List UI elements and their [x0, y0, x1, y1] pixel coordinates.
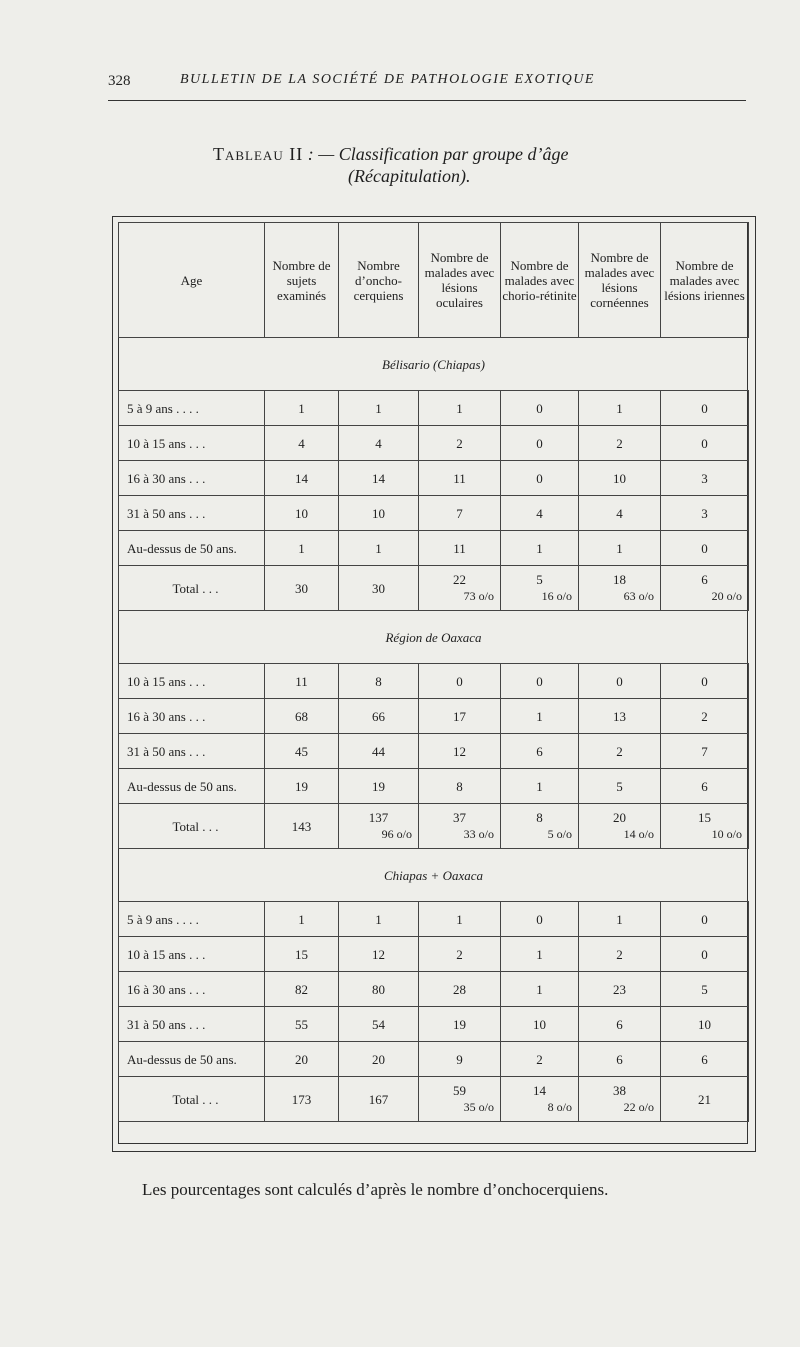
total-value: 5 — [536, 572, 543, 587]
value-cell: 66 — [339, 699, 419, 734]
value-cell: 23 — [579, 972, 661, 1007]
value-cell: 10 — [339, 496, 419, 531]
value-cell: 11 — [419, 461, 501, 496]
value-cell: 12 — [419, 734, 501, 769]
value-cell: 11 — [265, 664, 339, 699]
running-head: BULLETIN DE LA SOCIÉTÉ DE PATHOLOGIE EXOTIQUE — [180, 72, 595, 87]
table-subtitle: (Récapitulation). — [348, 166, 471, 186]
table-row — [119, 1042, 749, 1077]
value-cell: 7 — [661, 734, 749, 769]
age-cell: 31 à 50 ans . . . — [119, 734, 265, 769]
total-value: 37 — [453, 810, 466, 825]
value-cell: 5 — [579, 769, 661, 804]
table-row — [119, 937, 749, 972]
total-percent: 73 o/o — [463, 589, 494, 603]
header-rule — [108, 100, 746, 101]
section-row — [119, 338, 749, 391]
total-cell — [579, 566, 661, 611]
value-cell: 0 — [661, 426, 749, 461]
age-cell: 10 à 15 ans . . . — [119, 664, 265, 699]
table-title — [213, 143, 569, 165]
value-cell: 19 — [339, 769, 419, 804]
value-cell: 2 — [579, 734, 661, 769]
total-value: 59 — [453, 1083, 466, 1098]
value-cell: 6 — [579, 1042, 661, 1077]
table-title-text: : — Classification par groupe d’âge — [307, 144, 569, 164]
total-percent: 33 o/o — [463, 827, 494, 841]
value-cell: 4 — [339, 426, 419, 461]
column-header: Age — [119, 223, 265, 338]
value-cell: 6 — [661, 769, 749, 804]
total-cell — [661, 804, 749, 849]
total-percent: 16 o/o — [541, 589, 572, 603]
value-cell: 0 — [501, 426, 579, 461]
total-cell — [501, 804, 579, 849]
value-cell: 4 — [265, 426, 339, 461]
column-header: Nombre de malades avec lésions iriennes — [661, 223, 749, 338]
value-cell: 20 — [339, 1042, 419, 1077]
value-cell: 5 — [661, 972, 749, 1007]
total-value: 22 — [453, 572, 466, 587]
age-cell: 16 à 30 ans . . . — [119, 461, 265, 496]
total-value: 21 — [698, 1091, 711, 1107]
value-cell: 0 — [661, 391, 749, 426]
value-cell: 1 — [419, 902, 501, 937]
total-cell — [265, 1077, 339, 1122]
value-cell: 17 — [419, 699, 501, 734]
age-cell: 5 à 9 ans . . . . — [119, 902, 265, 937]
total-percent: 35 o/o — [463, 1100, 494, 1114]
age-cell: 10 à 15 ans . . . — [119, 937, 265, 972]
total-value: 20 — [613, 810, 626, 825]
table-row — [119, 902, 749, 937]
total-cell — [265, 804, 339, 849]
value-cell: 1 — [501, 531, 579, 566]
value-cell: 0 — [501, 461, 579, 496]
total-cell — [579, 804, 661, 849]
value-cell: 14 — [265, 461, 339, 496]
table-row — [119, 531, 749, 566]
table-row — [119, 391, 749, 426]
column-header: Nombre d’oncho-cerquiens — [339, 223, 419, 338]
value-cell: 13 — [579, 699, 661, 734]
total-percent: 96 o/o — [381, 827, 412, 841]
table-label: Tableau II — [213, 144, 304, 164]
table-row — [119, 1007, 749, 1042]
value-cell: 10 — [501, 1007, 579, 1042]
total-cell — [339, 566, 419, 611]
value-cell: 55 — [265, 1007, 339, 1042]
section-title: Chiapas + Oaxaca — [119, 849, 749, 902]
value-cell: 4 — [501, 496, 579, 531]
total-label: Total . . . — [119, 566, 265, 611]
age-cell: Au-dessus de 50 ans. — [119, 1042, 265, 1077]
value-cell: 1 — [339, 531, 419, 566]
value-cell: 6 — [661, 1042, 749, 1077]
value-cell: 19 — [265, 769, 339, 804]
value-cell: 4 — [579, 496, 661, 531]
value-cell: 1 — [265, 531, 339, 566]
value-cell: 2 — [501, 1042, 579, 1077]
total-percent: 10 o/o — [711, 827, 742, 841]
header-row — [119, 223, 749, 338]
value-cell: 0 — [661, 937, 749, 972]
age-cell: 31 à 50 ans . . . — [119, 1007, 265, 1042]
age-cell: 31 à 50 ans . . . — [119, 496, 265, 531]
table-row — [119, 426, 749, 461]
section-row — [119, 849, 749, 902]
total-cell — [419, 566, 501, 611]
value-cell: 14 — [339, 461, 419, 496]
total-cell — [339, 804, 419, 849]
total-cell — [419, 804, 501, 849]
value-cell: 12 — [339, 937, 419, 972]
value-cell: 2 — [419, 426, 501, 461]
column-header: Nombre de malades avec lésions cornéennes — [579, 223, 661, 338]
table-row — [119, 972, 749, 1007]
age-cell: 5 à 9 ans . . . . — [119, 391, 265, 426]
section-row — [119, 611, 749, 664]
value-cell: 3 — [661, 496, 749, 531]
value-cell: 28 — [419, 972, 501, 1007]
total-cell — [339, 1077, 419, 1122]
total-value: 15 — [698, 810, 711, 825]
age-cell: 16 à 30 ans . . . — [119, 972, 265, 1007]
value-cell: 0 — [661, 902, 749, 937]
total-value: 167 — [368, 1091, 389, 1107]
value-cell: 8 — [419, 769, 501, 804]
total-value: 30 — [372, 580, 385, 596]
value-cell: 6 — [501, 734, 579, 769]
total-percent: 22 o/o — [623, 1100, 654, 1114]
value-cell: 10 — [661, 1007, 749, 1042]
total-value: 6 — [701, 572, 708, 587]
table-row — [119, 734, 749, 769]
value-cell: 10 — [579, 461, 661, 496]
table-row — [119, 496, 749, 531]
total-cell — [265, 566, 339, 611]
table-row — [119, 699, 749, 734]
value-cell: 1 — [501, 937, 579, 972]
table-row — [119, 769, 749, 804]
total-cell — [661, 566, 749, 611]
value-cell: 8 — [339, 664, 419, 699]
total-percent: 5 o/o — [547, 827, 572, 841]
total-cell — [419, 1077, 501, 1122]
column-header: Nombre de malades avec chorio-rétinite — [501, 223, 579, 338]
total-cell — [579, 1077, 661, 1122]
total-percent: 14 o/o — [623, 827, 654, 841]
value-cell: 20 — [265, 1042, 339, 1077]
total-value: 30 — [295, 580, 308, 596]
value-cell: 45 — [265, 734, 339, 769]
age-cell: Au-dessus de 50 ans. — [119, 531, 265, 566]
table-row — [119, 664, 749, 699]
section-title: Bélisario (Chiapas) — [119, 338, 749, 391]
value-cell: 1 — [501, 699, 579, 734]
total-value: 14 — [533, 1083, 546, 1098]
total-cell — [501, 566, 579, 611]
value-cell: 19 — [419, 1007, 501, 1042]
total-label: Total . . . — [119, 1077, 265, 1122]
value-cell: 10 — [265, 496, 339, 531]
total-row — [119, 1077, 749, 1122]
value-cell: 3 — [661, 461, 749, 496]
value-cell: 44 — [339, 734, 419, 769]
value-cell: 0 — [419, 664, 501, 699]
value-cell: 54 — [339, 1007, 419, 1042]
value-cell: 0 — [579, 664, 661, 699]
page-number: 328 — [108, 73, 131, 89]
value-cell: 2 — [661, 699, 749, 734]
column-header: Nombre de malades avec lésions oculaires — [419, 223, 501, 338]
total-row — [119, 566, 749, 611]
value-cell: 1 — [419, 391, 501, 426]
total-percent: 20 o/o — [711, 589, 742, 603]
value-cell: 0 — [501, 664, 579, 699]
total-value: 18 — [613, 572, 626, 587]
age-cell: 16 à 30 ans . . . — [119, 699, 265, 734]
total-value: 143 — [291, 818, 312, 834]
value-cell: 2 — [579, 937, 661, 972]
value-cell: 1 — [579, 531, 661, 566]
total-row — [119, 804, 749, 849]
classification-table — [118, 222, 749, 1122]
value-cell: 7 — [419, 496, 501, 531]
value-cell: 1 — [501, 972, 579, 1007]
age-cell: Au-dessus de 50 ans. — [119, 769, 265, 804]
value-cell: 9 — [419, 1042, 501, 1077]
total-value: 173 — [291, 1091, 312, 1107]
value-cell: 68 — [265, 699, 339, 734]
value-cell: 1 — [579, 902, 661, 937]
total-label: Total . . . — [119, 804, 265, 849]
value-cell: 1 — [265, 902, 339, 937]
value-cell: 1 — [579, 391, 661, 426]
total-value: 38 — [613, 1083, 626, 1098]
total-percent: 63 o/o — [623, 589, 654, 603]
value-cell: 0 — [501, 902, 579, 937]
age-cell: 10 à 15 ans . . . — [119, 426, 265, 461]
total-value: 8 — [536, 810, 543, 825]
value-cell: 0 — [501, 391, 579, 426]
footnote: Les pourcentages sont calculés d’après le nombre d’onchocerquiens. — [142, 1180, 609, 1199]
column-header: Nombre de sujets examinés — [265, 223, 339, 338]
value-cell: 0 — [661, 531, 749, 566]
value-cell: 82 — [265, 972, 339, 1007]
value-cell: 0 — [661, 664, 749, 699]
value-cell: 11 — [419, 531, 501, 566]
value-cell: 15 — [265, 937, 339, 972]
value-cell: 1 — [265, 391, 339, 426]
value-cell: 1 — [501, 769, 579, 804]
value-cell: 6 — [579, 1007, 661, 1042]
value-cell: 1 — [339, 902, 419, 937]
value-cell: 1 — [339, 391, 419, 426]
table-row — [119, 461, 749, 496]
value-cell: 2 — [579, 426, 661, 461]
total-cell — [661, 1077, 749, 1122]
total-cell — [501, 1077, 579, 1122]
value-cell: 2 — [419, 937, 501, 972]
total-percent: 8 o/o — [547, 1100, 572, 1114]
total-value: 137 — [368, 810, 389, 825]
value-cell: 80 — [339, 972, 419, 1007]
section-title: Région de Oaxaca — [119, 611, 749, 664]
